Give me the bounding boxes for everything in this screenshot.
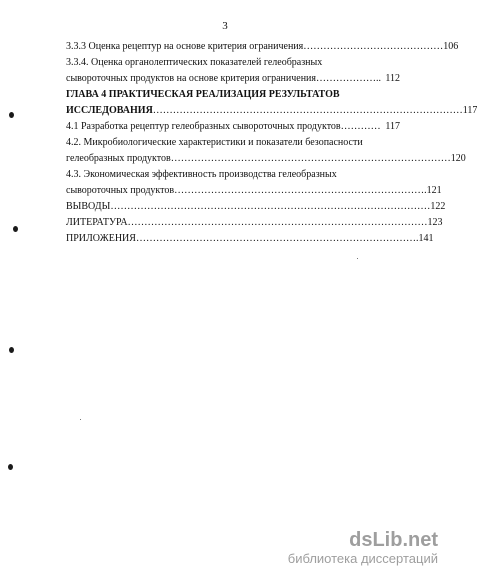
- toc-entry-title-continued: ИССЛЕДОВАНИЯ: [66, 105, 153, 116]
- toc-leader: ……………………………………………………………………………………: [110, 201, 431, 212]
- toc-entry-title: 4.1 Разработка рецептур гелеобразных сывороточных продуктов: [66, 121, 341, 132]
- toc-line: [66, 135, 400, 151]
- toc-entry-title-continued: сывороточных продуктов: [66, 185, 175, 196]
- toc-page-number: 121: [426, 185, 442, 196]
- binding-mark: [8, 464, 13, 470]
- toc-line: [66, 55, 400, 71]
- toc-leader: ………………………………………………………………………….: [135, 233, 419, 244]
- watermark: [288, 529, 438, 567]
- toc-entry-chapter-4: [66, 87, 477, 119]
- toc-entry-appendices: [66, 231, 434, 247]
- toc-entry-4-3: [66, 167, 442, 199]
- toc-entry-title: 3.3.4. Оценка органолептических показателей гелеобразных: [66, 57, 323, 68]
- toc-page-number: 117: [462, 105, 477, 116]
- toc-entry-title: 3.3.3 Оценка рецептур на основе критерия ограничения: [66, 41, 304, 52]
- toc-entry-literature: [66, 215, 443, 231]
- toc-entry-title: ГЛАВА 4 ПРАКТИЧЕСКАЯ РЕАЛИЗАЦИЯ РЕЗУЛЬТАТОВ: [66, 89, 340, 100]
- toc-entry-title: ПРИЛОЖЕНИЯ: [66, 233, 136, 244]
- toc-page-number: 117: [385, 121, 400, 132]
- toc-entry-title: ЛИТЕРАТУРА: [66, 217, 128, 228]
- toc-page-number: 123: [427, 217, 443, 228]
- toc-entry-conclusions: [66, 199, 446, 215]
- toc-line: [66, 231, 434, 247]
- toc-entry-title: ВЫВОДЫ: [66, 201, 111, 212]
- toc-entry-title: 4.3. Экономическая эффективность производства гелеобразных: [66, 169, 337, 180]
- toc-line: [66, 199, 446, 215]
- toc-line: [66, 151, 466, 167]
- toc-page-number: 106: [443, 41, 459, 52]
- table-of-contents: [66, 39, 477, 247]
- toc-leader: ……………………………………: [303, 41, 444, 52]
- toc-leader: ………………..: [316, 73, 382, 84]
- binding-mark: [9, 347, 14, 353]
- page-number: 3: [222, 20, 228, 32]
- toc-page-number: 122: [430, 201, 446, 212]
- toc-entry-3-3-4: [66, 55, 400, 87]
- toc-leader: …………………………………………………………………………………: [152, 105, 463, 116]
- toc-line: [66, 167, 400, 183]
- toc-line: [66, 39, 459, 55]
- binding-mark: [13, 226, 18, 232]
- toc-line: [66, 119, 400, 135]
- toc-line: [66, 87, 400, 103]
- toc-leader: …………: [340, 121, 381, 132]
- toc-leader: ………………………………………………………………….: [174, 185, 427, 196]
- watermark-logo: dsLib.net: [349, 529, 438, 551]
- toc-line: [66, 215, 443, 231]
- toc-line: [66, 183, 442, 199]
- scan-speck: [80, 419, 81, 420]
- watermark-tagline: библиотека диссертаций: [287, 551, 438, 566]
- toc-entry-title-continued: гелеобразных продуктов: [66, 153, 171, 164]
- toc-entry-4-2: [66, 135, 466, 167]
- toc-leader: …………………………………………………………………………: [170, 153, 451, 164]
- toc-page-number: 120: [450, 153, 466, 164]
- binding-mark: [9, 112, 14, 118]
- toc-leader: ………………………………………………………………………………: [127, 217, 428, 228]
- toc-line: [66, 71, 400, 87]
- toc-entry-title: 4.2. Микробиологические характеристики и показатели безопасности: [66, 137, 363, 148]
- scan-speck: [357, 258, 358, 259]
- toc-page-number: 141: [418, 233, 434, 244]
- toc-page-number: 112: [385, 73, 400, 84]
- toc-entry-3-3-3: [66, 39, 459, 55]
- toc-entry-4-1: [66, 119, 400, 135]
- toc-entry-title-continued: сывороточных продуктов на основе критерия ограничения: [66, 73, 317, 84]
- toc-line: [66, 103, 477, 119]
